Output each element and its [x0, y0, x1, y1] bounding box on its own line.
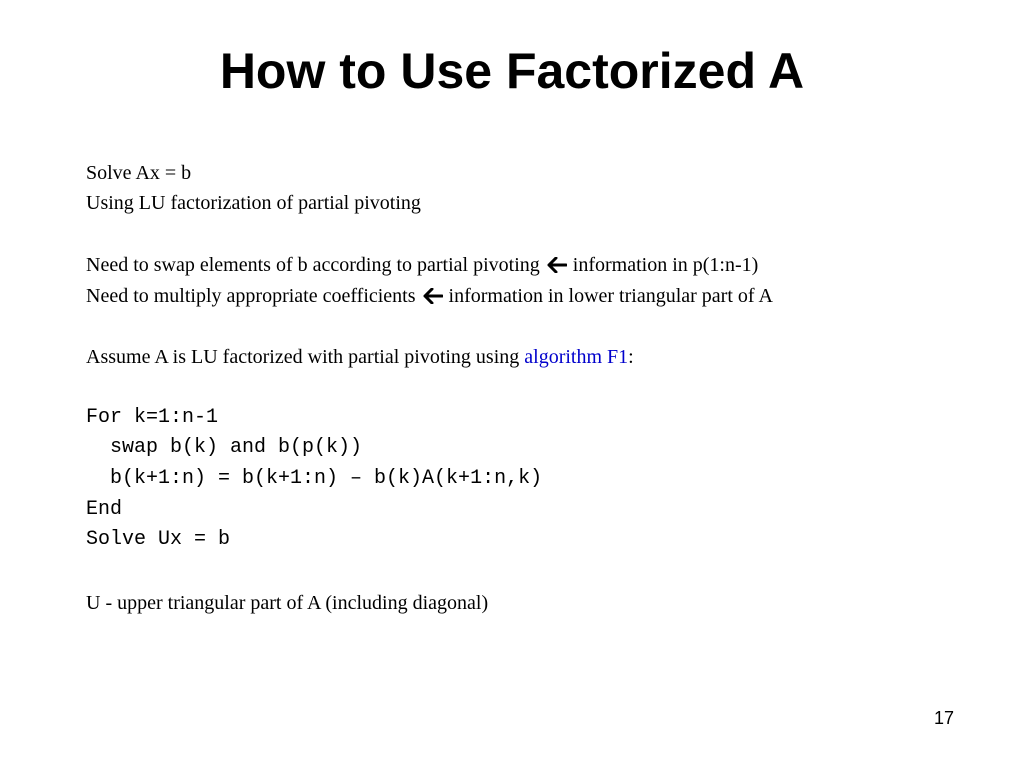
- definition-note: U - upper triangular part of A (including diagonal): [86, 592, 489, 614]
- left-arrow-icon: [423, 288, 443, 304]
- note-swap: [86, 255, 758, 275]
- code-line: Solve Ux = b: [86, 528, 231, 551]
- note-multiply-info: information in lower triangular part of A: [448, 285, 773, 307]
- slide-title: How to Use Factorized A: [219, 43, 805, 99]
- assumption: [86, 347, 634, 367]
- code-line: b(k+1:n) = b(k+1:n) – b(k)A(k+1:n,k): [86, 467, 543, 490]
- left-arrow-icon: [547, 257, 567, 273]
- problem-statement: Solve Ax = b: [86, 162, 192, 184]
- note-swap-info: information in p(1:n-1): [572, 254, 759, 276]
- slide-number: 17: [934, 708, 955, 728]
- assumption-suffix: :: [628, 346, 634, 368]
- code-line: For k=1:n-1: [86, 406, 219, 429]
- code-line: End: [86, 498, 123, 521]
- code-line: swap b(k) and b(p(k)): [86, 436, 363, 459]
- method-statement: Using LU factorization of partial pivoting: [86, 192, 421, 214]
- note-multiply: [86, 286, 773, 306]
- algorithm-link[interactable]: algorithm F1: [524, 346, 629, 368]
- note-swap-text: Need to swap elements of b according to partial pivoting: [86, 254, 540, 276]
- note-multiply-text: Need to multiply appropriate coefficients: [86, 285, 416, 307]
- assumption-text: Assume A is LU factorized with partial pivoting using: [86, 346, 520, 368]
